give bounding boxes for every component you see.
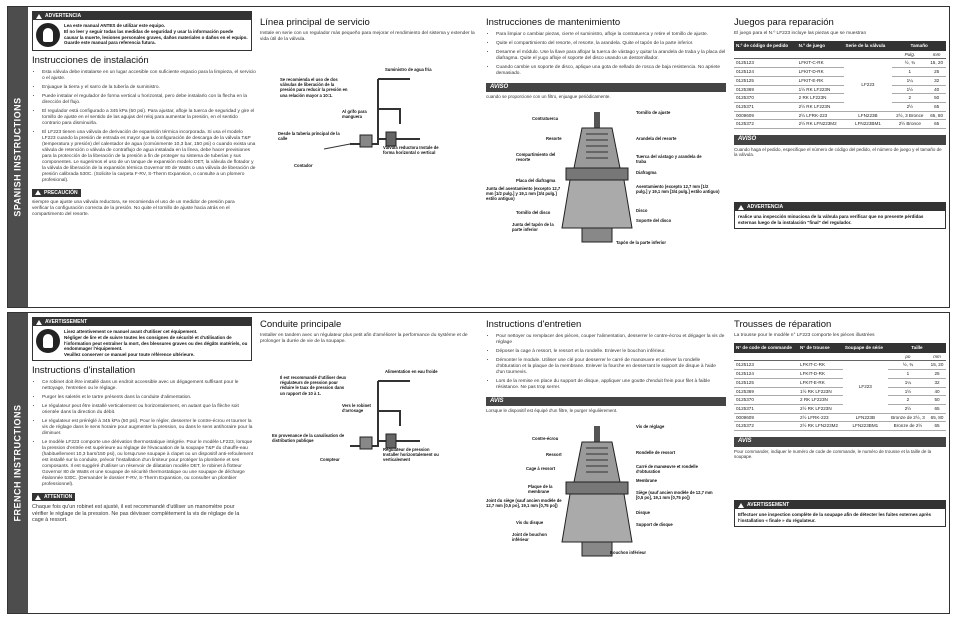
- service-title: Línea principal de servicio: [260, 17, 370, 28]
- part-spring: Ressort: [546, 451, 562, 457]
- part-disc-holder: Soporte del disco: [636, 217, 672, 223]
- cell: 2½ RK LFN223M2: [797, 120, 844, 129]
- cell: 1½: [888, 387, 928, 396]
- cell: 0125371: [734, 103, 797, 112]
- part-seat: Siège (sauf ancien modèle de 12,7 mm [0,5 po], 19,1 mm [0,75 po]): [636, 489, 713, 501]
- warning-header: [735, 501, 945, 509]
- cell: 0125370: [734, 396, 798, 405]
- cell: LFKIT-D-RK: [797, 68, 844, 77]
- part-disc: Disco: [636, 207, 648, 213]
- cell: Bronze de 2½, 3: [888, 413, 928, 422]
- warning-box: [32, 11, 252, 51]
- cell: 32: [927, 76, 946, 85]
- cell: LFKIT-E-RK: [798, 378, 843, 387]
- warning-line: Guarde este manual para referencia futura.: [64, 40, 156, 46]
- cell: 2½ RK LF223N: [798, 405, 843, 414]
- street-main-label: En provenance de la canalisation de distribution publique: [272, 432, 345, 444]
- kits-intro: El juego para el N.º LF223 incluye las piezas que se muestran: [734, 30, 867, 36]
- cell: LFN223B: [843, 413, 888, 422]
- service-intro: Instale en serie con un regulador más pequeño para mejorar el rendimiento del sistema y extender la vida útil de la válvula.: [260, 30, 475, 42]
- caution-icon: [35, 495, 41, 500]
- street-main-label: Desde la tubería principal de la calle: [278, 130, 340, 142]
- aviso-text: Lorsque le dispositif est équipé d'un filtre, le purger régulièrement.: [486, 408, 618, 414]
- unit-inch: Pulg.: [892, 51, 927, 59]
- cell: LF223: [843, 361, 888, 413]
- maintenance-title: Instrucciones de mantenimiento: [486, 17, 621, 28]
- install-column: [32, 317, 272, 614]
- cell: Bronze de 2½: [888, 422, 928, 431]
- cell: 1¼: [892, 76, 927, 85]
- reducer-label: Válvula reductora Instale de forma horizontal o vertical: [383, 144, 439, 156]
- table-header: [734, 41, 946, 51]
- kits-intro: La trousse pour le modèle n° LF223 comporte les pièces illustrées: [734, 332, 875, 338]
- cell: LFKIT-D-RK: [798, 370, 843, 379]
- cell: 2½, 3 Bronce: [892, 111, 927, 120]
- part-seat-gasket: Joint du siège (sauf ancien modèle de 12,7 mm [0,5 po], 19,1 mm [0,75 po]): [486, 497, 562, 509]
- table-row: [734, 387, 946, 396]
- sidebar-title: FRENCH INSTRUCTIONS: [12, 404, 23, 522]
- warning-icon: [36, 320, 42, 325]
- warning-box: [32, 317, 252, 361]
- unit-inch: po: [888, 353, 928, 361]
- cell: 2½ LFRK-223: [798, 413, 843, 422]
- cell: 40: [928, 387, 946, 396]
- part-bottom-plug-gasket: Junta del tapón de la parte inferior: [512, 221, 554, 233]
- table-row: [734, 103, 946, 112]
- part-seat-gasket: Junta del asentamiento (excepto 12,7 mm [1/2 pulg.] y 19,1 mm [3/4 pulg.] estilo antiguo): [486, 185, 561, 202]
- part-spring: Resorte: [546, 135, 562, 141]
- unit-mm: mm: [927, 51, 946, 59]
- service-diagram: [260, 49, 478, 169]
- maintenance-title: Instructions d'entretien: [486, 319, 582, 330]
- caution-text: siempre que ajuste una válvula reductora, se recomienda el uso de un medidor de presión para verificar la configuración correcta de la presión. No quite el tornillo de ajuste hacia atrás en el compartimento del resorte.: [32, 199, 235, 217]
- aviso-header: AVIS: [734, 437, 946, 447]
- cell: LF223: [844, 59, 893, 111]
- part-bottom-plug: Tapón de la parte inferior: [616, 239, 666, 245]
- warning-text: Effectuer une inspection complète de la soupape afin de détecter les fuites externes après l'installation « finale » du régulateur.: [738, 512, 932, 523]
- part-diaphragm: Diafragma: [636, 169, 657, 175]
- warning-line: El no leer y seguir todas las medidas de seguridad y usar la información puede causar la muerte, lesiones personales graves, daños materiales o daños en el equipo.: [64, 28, 248, 40]
- cell: 65: [927, 120, 946, 129]
- cell: 50: [927, 94, 946, 103]
- reducer-label: Régulateur de pression Installer horizontalement ou verticalement: [383, 446, 439, 463]
- cell: 65: [928, 422, 946, 431]
- warning-body: [33, 326, 251, 360]
- warning-line: Négliger de lire et de suivre toutes les consignes de sécurité et d'utilisation de l'information peut entraîner la mort, des blessures graves ou des dégâts matériels, ou endommager l'équipement.: [64, 334, 248, 352]
- cell: 1¼: [888, 378, 928, 387]
- list-item: • Le modèle LF223 comporte une dérivation thermostatique intégrée. Pour le modèle LF223, lorsque la pression d'entrée est supérieure au réglage de l'évacuation de la soupape T&P du chauffe-eau (habituellement 10,3 bars/150 psi), ou lorsqu'une soupape à clapet ou un dispositif anti-refoulement est installé sur la conduite, prévoir l'installation d'un limiteur pour protéger la plomberie et ses composants. Il est suggéré d'utiliser un réservoir de dilatation modèle DET, le robinet à flotteur Governor 80 de Watts et une soupape de sécurité thermostatique ou une soupape de décharge étalonnée 530C. (Demander le dossier F-RV, S-Therm Expansion, ou consulter un plombier professionnel).: [42, 440, 257, 488]
- cell: 2½ RK LF223N: [797, 103, 844, 112]
- part-disc-holder: Support de disque: [636, 521, 673, 527]
- cell: 50: [928, 396, 946, 405]
- install-title: Instructions d'installation: [32, 365, 136, 377]
- table-row: [734, 405, 946, 414]
- part-spring-washer: Arandela del resorte: [636, 135, 677, 141]
- cell: 0125369: [734, 387, 798, 396]
- faucet-label: Al grifo para manguera: [342, 108, 367, 120]
- warning-label: ADVERTENCIA: [747, 203, 784, 210]
- final-warning: [734, 500, 946, 528]
- kits-table: [734, 41, 946, 129]
- part-diaphragm: Membrane: [636, 477, 657, 483]
- cell: 1: [888, 370, 928, 379]
- cell: 0125124: [734, 68, 797, 77]
- caution-header: [32, 493, 75, 501]
- warning-body: [33, 20, 251, 50]
- valve-diagram: [486, 422, 726, 582]
- read-manual-icon: [36, 23, 60, 47]
- cell: 2½ Bronce: [892, 120, 927, 129]
- final-warning: [734, 202, 946, 230]
- warning-text: realice una inspección minuciosa de la válvula para verificar que no presente pérdidas externas luego de la instalación "final" del regulador.: [738, 214, 924, 225]
- aviso-text: Pour commander, indiquer le numéro de code de commande, le numéro de trousse et la taille de la soupape.: [734, 448, 932, 460]
- sidebar-title: SPANISH INSTRUCTIONS: [12, 97, 23, 217]
- aviso-header: AVISO: [486, 83, 726, 93]
- cell: 0125123: [734, 361, 798, 370]
- list-item: • Le régulateur peut être installé verticalement ou horizontalement, en autant que la flèche soit orientée dans la direction du débit.: [42, 404, 257, 416]
- part-adjusting-screw: Tornillo de ajuste: [636, 109, 671, 115]
- kits-title: Juegos para reparación: [734, 17, 834, 28]
- install-list: [32, 70, 257, 184]
- list-item: • Esta válvula debe instalarse en un lugar accesible con suficiente espacio para la limpieza, el servicio o el ajuste.: [42, 70, 257, 82]
- cell: 2½: [892, 103, 927, 112]
- part-spring-cage: Cage à ressort: [526, 465, 556, 471]
- warning-text: [64, 23, 248, 47]
- cell: 1½: [892, 85, 927, 94]
- col-header: Tamaño: [892, 41, 946, 51]
- warning-line: Lisez attentivement ce manuel avant d'utiliser cet équipement.: [64, 329, 198, 335]
- install-column: [32, 11, 272, 308]
- cell: 0009609: [734, 111, 797, 120]
- install-title: Instrucciones de instalación: [32, 55, 149, 67]
- caution-icon: [35, 190, 41, 195]
- table-row: [734, 370, 946, 379]
- table-row: [734, 361, 946, 370]
- caution-text: Chaque fois qu'un robinet est ajusté, il est recommandé d'utiliser un manomètre pour vérifier le réglage de la pression. Ne pas dévisser complètement la vis de réglage de la cage à ressort.: [32, 503, 240, 524]
- cell: 0125372: [734, 422, 798, 431]
- part-spring-cage: Compartimiento del resorte: [516, 151, 556, 163]
- cell: 2: [892, 94, 927, 103]
- part-disc-screw: Tornillo del disco: [516, 209, 551, 215]
- french-panel: [7, 312, 950, 614]
- cell: LFKIT-C-RK: [798, 361, 843, 370]
- part-adjusting-screw: Vis de réglage: [636, 423, 665, 429]
- aviso-text: Cuando haga el pedido, especifique el número de código del pedido, el número de juego y el tamaño de la válvula.: [734, 146, 942, 158]
- cell: 32: [928, 378, 946, 387]
- unit-mm: mm: [928, 353, 946, 361]
- cell: 0125125: [734, 76, 797, 85]
- meter-label: Contador: [294, 162, 313, 168]
- cell: 25: [928, 370, 946, 379]
- table-row: [734, 378, 946, 387]
- warning-icon: [36, 14, 42, 19]
- cell: 1½ RK LF223N: [797, 85, 844, 94]
- cell: ½, ¾: [892, 59, 927, 68]
- part-bottom-plug-gasket: Joint de bouchon inférieur: [512, 531, 547, 543]
- list-item: • Puede instalar el regulador de forma vertical u horizontal, pero debe instalarlo con la flecha en la dirección del flujo.: [42, 94, 257, 106]
- spanish-panel: [7, 6, 950, 308]
- cell: 0125372: [734, 120, 797, 129]
- valve-diagram: [486, 108, 726, 268]
- list-item: • Déposer la cage à ressort, le ressort et la rondelle. Enlever le bouchon inférieur.: [496, 349, 726, 355]
- caution-label: ATTENTION: [44, 494, 73, 500]
- aviso-header: AVIS: [486, 397, 726, 407]
- cell: 2½ LFRK-223: [797, 111, 844, 120]
- cell: 2 RK LF223N: [797, 94, 844, 103]
- maintenance-list: [486, 334, 726, 391]
- kits-table: [734, 343, 946, 431]
- part-disc: Disque: [636, 509, 650, 515]
- warning-line: Veuillez conserver ce manuel pour toute référence ultérieure.: [64, 351, 195, 357]
- warning-label: ADVERTENCIA: [45, 13, 82, 19]
- diagram-note: Il est recommandé d'utiliser deux régulateurs de pression pour réduire le taux de pression dans un rapport de 10 à 1.: [280, 374, 347, 396]
- table-row: [734, 85, 946, 94]
- list-item: • Pour nettoyer ou remplacer des pièces, couper l'alimentation, desserrer le contre-écrou et dégager la vis de réglage: [496, 334, 726, 346]
- supply-label: Alimentation en eau froide: [385, 368, 438, 374]
- maintenance-list: [486, 32, 726, 77]
- supply-label: Suministro de agua fría: [385, 66, 432, 72]
- list-item: • Démonter le module. Utiliser une clé pour desserrer le carré de manœuvre et enlever la rondelle d'obturation et la plaque de la membrane. Enlever la fourche en desserrant le support de disque à l'aide d'un tournevis.: [496, 358, 726, 376]
- cell: LFN223BM1: [844, 120, 893, 129]
- table-row: [734, 94, 946, 103]
- cell: LFKIT-E-RK: [797, 76, 844, 85]
- part-stem-nut: Carré de manœuvre et rondelle d'obturation: [636, 463, 698, 475]
- cell: 2 RK LF223N: [798, 396, 843, 405]
- cell: 40: [927, 85, 946, 94]
- maintenance-column: [486, 17, 726, 308]
- cell: 65, 80: [927, 111, 946, 120]
- cell: 0125371: [734, 405, 798, 414]
- list-item: • El LF223 tienen una válvula de derivación de expansión térmica incorporada. Si usa el modelo LF223 cuando la presión de entrada es mayor que la configuración de descarga de la válvula T&P (temperatura y presión) del calentador de agua (comúnmente 10,3 bar, 150 psi) o cuando exista una válvula de retención o válvula de contraflujo de agua instalada en la línea, debe hacer previsiones para la protección de la liberación de la presión a fin de proteger su sistema de tuberías y sus componentes. Le sugerimos el uso de un tanque de expansión modelo DET, la válvula de flotador y la válvula de liberación de la expansión térmica Governor 80 de Watts o una válvula de liberación de presión calibrada 530C. (Solicite la carpeta F-RV, S-Therm Expansion, o consulte a un plomero profesional).: [42, 130, 257, 184]
- repair-kits-column: [734, 17, 946, 308]
- cell: 0009609: [734, 413, 798, 422]
- diagram-note: Se recomienda el uso de dos válvulas de liberación de la presión para reducir la presión en una relación mayor a 10:1.: [280, 76, 348, 98]
- part-disc-screw: Vis du disque: [516, 519, 544, 525]
- cell: 65, 80: [928, 413, 946, 422]
- table-row: [734, 413, 946, 422]
- part-diaphragm-plate: Placa del diafragma: [516, 177, 556, 183]
- caution-label: PRECAUCIÓN: [44, 189, 78, 196]
- list-item: • Ce robinet doit être installé dans un endroit accessible avec un dégagement suffisant pour le nettoyage, l'entretien ou le réglage.: [42, 380, 257, 392]
- cell: 2½ RK LFN223M2: [798, 422, 843, 431]
- aviso-header: AVISO: [734, 135, 946, 145]
- table-row: [734, 120, 946, 129]
- kits-title: Trousses de réparation: [734, 319, 832, 330]
- list-item: • Quite el compartimiento del resorte, el resorte, la arandela. Quite el tapón de la parte inferior.: [496, 41, 726, 47]
- read-manual-icon: [36, 329, 60, 353]
- warning-header: [33, 12, 251, 20]
- list-item: • Para limpiar o cambiar piezas, cierre el suministro, afloje la contratuerca y retire el tornillo de ajuste.: [496, 32, 726, 38]
- col-header: Serie de la válvula: [844, 41, 893, 51]
- warning-text: [64, 329, 248, 357]
- cell: 1: [892, 68, 927, 77]
- service-title: Conduite principale: [260, 319, 342, 330]
- table-row: [734, 396, 946, 405]
- cell: 1½ RK LF223N: [798, 387, 843, 396]
- list-item: • Lors de la remise en place du support de disque, appliquer une goutte d'enduit frein pour filet à faible résistance. Ne pas trop serrer.: [496, 379, 726, 391]
- warning-label: AVERTISSEMENT: [45, 319, 88, 325]
- warning-icon: [738, 205, 744, 210]
- col-header: N° de trousse: [798, 343, 843, 353]
- cell: ½, ¾: [888, 361, 928, 370]
- part-seat: Asentamiento (excepto 12,7 mm [1/2 pulg.] y 19,1 mm [3/4 pulg.] estilo antiguo): [636, 183, 720, 195]
- cell: LFN223B: [844, 111, 893, 120]
- service-diagram: [260, 351, 478, 471]
- col-header: N° de code de commande: [734, 343, 798, 353]
- repair-kits-column: [734, 319, 946, 614]
- cell: 15, 20: [927, 59, 946, 68]
- warning-header: [735, 203, 945, 211]
- cell: 2½: [888, 405, 928, 414]
- faucet-label: Vers le robinet d'arrosage: [342, 402, 371, 414]
- cell: 0125123: [734, 59, 797, 68]
- cell: LFN223BM1: [843, 422, 888, 431]
- part-bottom-plug: Bouchon inférieur: [610, 549, 647, 555]
- cell: LFKIT-C-RK: [797, 59, 844, 68]
- table-row: [734, 59, 946, 68]
- table-row: [734, 111, 946, 120]
- col-header: N.º de juego: [797, 41, 844, 51]
- list-item: • Desarme el módulo. Use la llave para aflojar la tuerca de vástago y quitar la arandela de traba y la placa del diafragma. Quite el yugo afloje el soporte del disco usando un destornillador.: [496, 50, 726, 62]
- spanish-sidebar: [8, 7, 28, 307]
- french-sidebar: [8, 313, 28, 613]
- cell: 2: [888, 396, 928, 405]
- cell: 0125370: [734, 94, 797, 103]
- install-list: [32, 380, 257, 488]
- service-intro: Installer en tandem avec un régulateur plus petit afin d'améliorer la performance du système et de prolonger la durée de vie de la soupape.: [260, 332, 468, 344]
- warning-line: Lea este manual ANTES de utilizar este equipo.: [64, 23, 166, 29]
- part-stem-nut: Tuerca del vástago y arandela de traba: [636, 153, 702, 165]
- list-item: • El regulador está configurado a 345 kPa (50 psi). Para ajustar, afloje la tuerca de seguridad y gire el tornillo de ajuste en el sentido de las agujas del reloj para aumentar la presión, en el sentido contrario para disminuirla.: [42, 109, 257, 127]
- cell: 0125369: [734, 85, 797, 94]
- col-header: Taille: [888, 343, 946, 353]
- meter-label: Compteur: [320, 456, 340, 462]
- warning-label: AVERTISSEMENT: [747, 501, 790, 508]
- cell: 25: [927, 68, 946, 77]
- part-locknut: Contre-écrou: [532, 435, 559, 441]
- part-locknut: Contratuerca: [532, 115, 559, 121]
- unit-row: [734, 51, 946, 59]
- table-row: [734, 76, 946, 85]
- caution-header: [32, 189, 81, 197]
- cell: 15, 20: [928, 361, 946, 370]
- list-item: • Cuando cambie un soporte de disco, aplique una gota de sellado de rosca de baja resistencia. No apriete demasiado.: [496, 65, 726, 77]
- warning-icon: [738, 503, 744, 508]
- list-item: • Purger les saletés et le tartre présents dans la conduite d'alimentation.: [42, 395, 257, 401]
- part-spring-washer: Rondelle de ressort: [636, 449, 676, 455]
- aviso-text: cuando se proporcione con un filtro, enjuague periódicamente.: [486, 94, 611, 100]
- service-column: [260, 17, 478, 308]
- part-diaphragm-plate: Plaque de la membrane: [528, 483, 553, 495]
- cell: 0125125: [734, 378, 798, 387]
- list-item: • Le régulateur est préréglé à 345 kPa (50 psi). Pour le régler, desserrer le contre-écrou et tourner la vis de réglage dans le sens horaire pour augmenter la pression, ou dans le sens antihoraire pour la diminuer.: [42, 419, 257, 437]
- cell: 65: [927, 103, 946, 112]
- col-header: N.º de código de pedido: [734, 41, 797, 51]
- service-column: [260, 319, 478, 614]
- cell: 65: [928, 405, 946, 414]
- table-row: [734, 68, 946, 77]
- unit-row: [734, 353, 946, 361]
- cell: 0125124: [734, 370, 798, 379]
- list-item: • Enjuague la tierra y el sarro de la tubería de suministro.: [42, 85, 257, 91]
- maintenance-column: [486, 319, 726, 614]
- warning-header: [33, 318, 251, 326]
- table-row: [734, 422, 946, 431]
- col-header: Soupape de série: [843, 343, 888, 353]
- table-header: [734, 343, 946, 353]
